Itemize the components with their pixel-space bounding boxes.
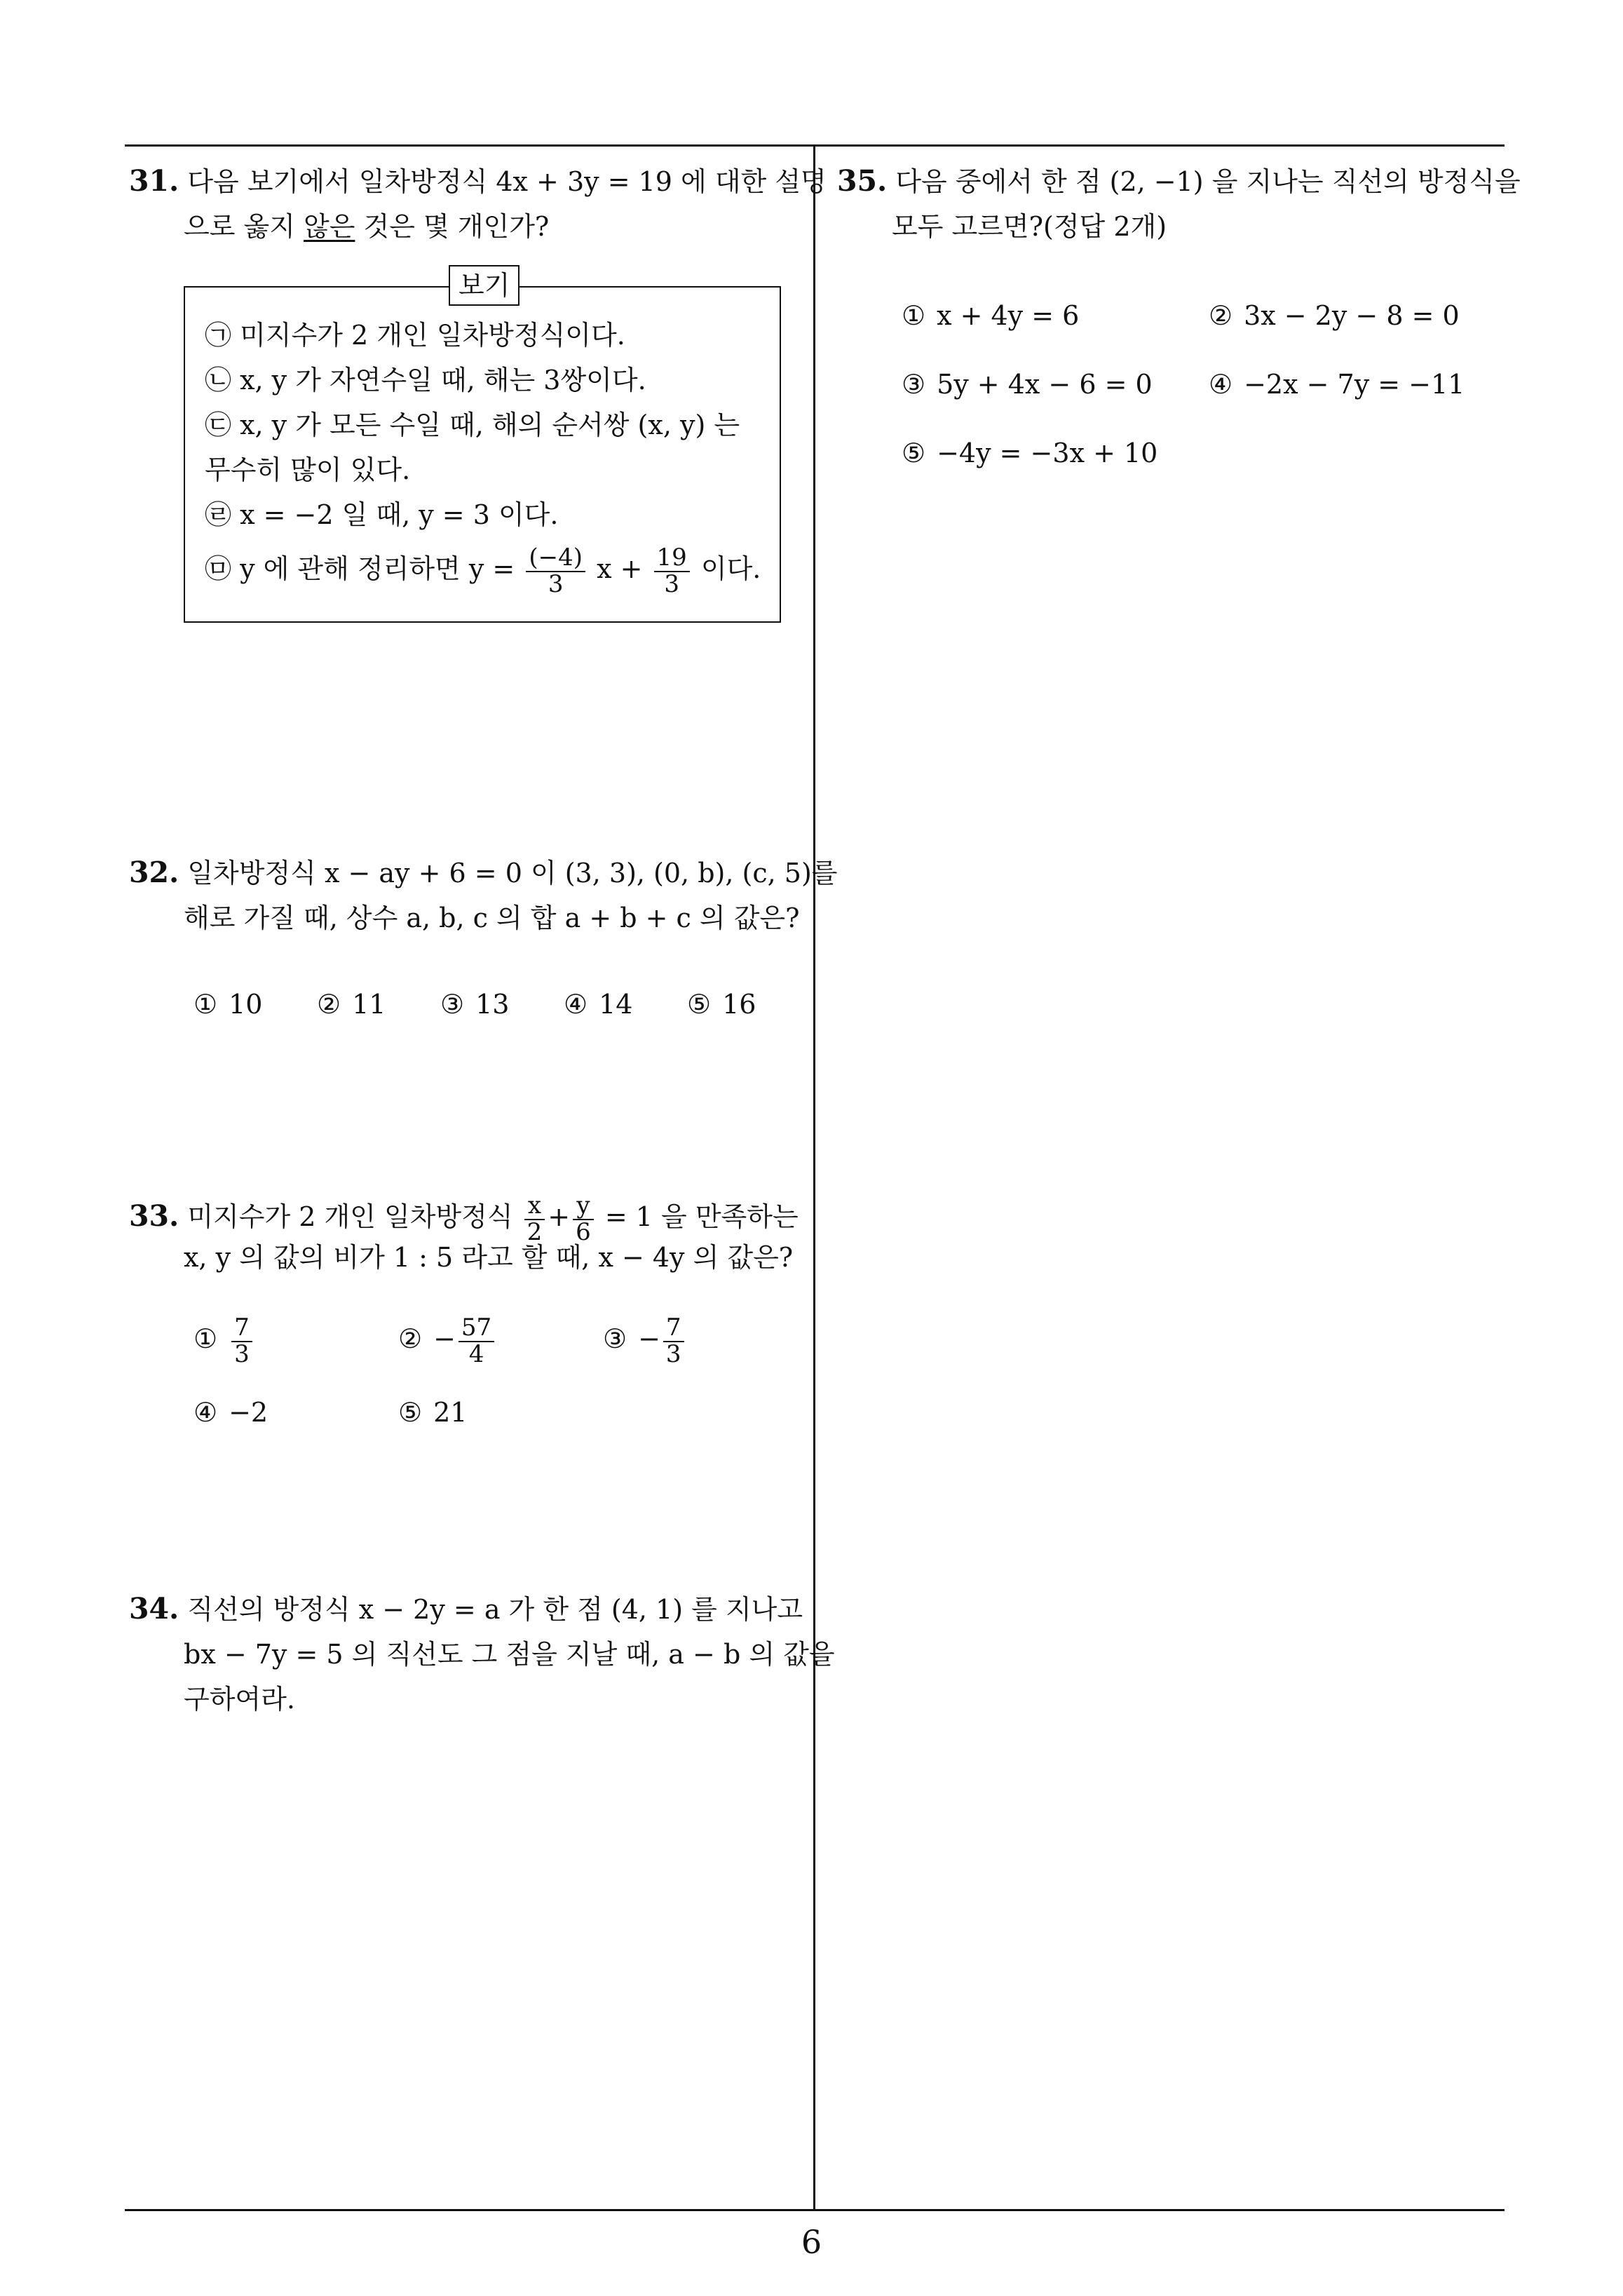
question-32 <box>129 850 838 940</box>
question-33 <box>129 1185 802 1280</box>
bogi-item-5-post: 이다. <box>700 553 761 584</box>
bogi-fraction-2-den: 3 <box>664 569 679 598</box>
bogi-title: 보기 <box>449 265 520 306</box>
page-number: 6 <box>801 2223 822 2261</box>
q33-line2: x, y 의 값의 비가 1 : 5 라고 할 때, x − 4y 의 값은? <box>184 1242 794 1273</box>
q33-choice-3-mark: ③ <box>603 1323 627 1355</box>
q33-choice-4-mark: ④ <box>193 1397 218 1428</box>
q35-choice-1-text: x + 4y = 6 <box>937 300 1080 331</box>
bogi-item-3-cont: 무수히 많이 있다. <box>205 454 411 485</box>
q35-text1: 다음 중에서 한 점 (2, −1) 을 지나는 직선의 방정식을 <box>895 166 1521 197</box>
q35-choice-5-mark: ⑤ <box>902 438 926 468</box>
q35-choice-2[interactable] <box>1209 300 1460 331</box>
q31-underlined-word: 않은 <box>304 211 355 242</box>
q33-choice-4-text: −2 <box>229 1397 269 1428</box>
column-divider <box>813 146 815 2210</box>
q35-choice-3-text: 5y + 4x − 6 = 0 <box>937 369 1153 400</box>
q33-choice-5[interactable] <box>398 1397 467 1428</box>
q34-line3: 구하여라. <box>184 1684 295 1715</box>
bogi-fraction-1 <box>526 543 585 598</box>
question-35 <box>837 158 1521 249</box>
q32-choice-5-mark: ⑤ <box>687 989 712 1020</box>
q33-choice-2-num: 57 <box>459 1316 494 1342</box>
q35-choice-1[interactable] <box>902 300 1079 331</box>
q31-number: 31. <box>129 164 179 198</box>
q33-choice-3[interactable] <box>603 1316 687 1367</box>
q33-choice-3-num: 7 <box>663 1316 684 1342</box>
bogi-item-5 <box>205 537 780 600</box>
q32-choice-3-text: 13 <box>475 989 510 1020</box>
q33-choice-1-mark: ① <box>193 1323 218 1355</box>
q32-text1: 일차방정식 x − ay + 6 = 0 이 (3, 3), (0, b), (c, 5)를 <box>187 858 838 889</box>
q35-choice-4[interactable] <box>1209 369 1465 400</box>
q33-fraction-2-den: 6 <box>576 1217 591 1246</box>
q33-choice-1[interactable] <box>193 1316 255 1367</box>
q32-choice-5[interactable] <box>687 989 756 1020</box>
q33-choice-3-fraction <box>663 1316 684 1367</box>
q34-number: 34. <box>129 1592 179 1626</box>
q33-fraction-2-num: y <box>573 1194 594 1220</box>
q35-number: 35. <box>837 164 888 198</box>
q33-choice-2-mark: ② <box>398 1323 423 1355</box>
q33-fraction-1-num: x <box>524 1194 545 1220</box>
q35-line2: 모두 고르면?(정답 2개) <box>892 211 1167 242</box>
q31-text2a: 으로 옳지 <box>184 211 304 242</box>
q32-choice-1-mark: ① <box>193 989 218 1020</box>
q34-text1: 직선의 방정식 x − 2y = a 가 한 점 (4, 1) 를 지나고 <box>187 1594 803 1625</box>
q35-choice-2-text: 3x − 2y − 8 = 0 <box>1244 300 1460 331</box>
q32-line1 <box>129 850 838 896</box>
q32-choice-3-mark: ③ <box>440 989 465 1020</box>
q32-line2: 해로 가질 때, 상수 a, b, c 의 합 a + b + c 의 값은? <box>184 903 800 933</box>
q35-choice-3[interactable] <box>902 369 1153 400</box>
q35-choice-4-mark: ④ <box>1209 369 1233 400</box>
question-31 <box>129 158 827 249</box>
q33-text1-post: = 1 을 만족하는 <box>604 1201 799 1232</box>
q31-text1: 다음 보기에서 일차방정식 4x + 3y = 19 에 대한 설명 <box>187 166 827 197</box>
q32-choice-4[interactable] <box>564 989 632 1020</box>
q35-choice-1-mark: ① <box>902 300 926 331</box>
q31-text2b: 것은 몇 개인가? <box>355 211 550 242</box>
q33-fraction-1-den: 2 <box>527 1217 543 1246</box>
q35-choice-5-text: −4y = −3x + 10 <box>937 438 1158 468</box>
q33-choice-3-sign: − <box>638 1323 660 1355</box>
q33-plus: + <box>548 1201 571 1232</box>
q33-choice-5-text: 21 <box>433 1397 468 1428</box>
q31-line1 <box>129 158 827 204</box>
q32-choice-2-text: 11 <box>352 989 386 1020</box>
bogi-fraction-2 <box>654 543 690 598</box>
q32-choice-3[interactable] <box>440 989 509 1020</box>
q32-choice-5-text: 16 <box>722 989 756 1020</box>
q32-choice-2-mark: ② <box>317 989 341 1020</box>
q34-line2: bx − 7y = 5 의 직선도 그 점을 지날 때, a − b 의 값을 <box>184 1639 835 1670</box>
q35-choice-2-mark: ② <box>1209 300 1233 331</box>
q33-choice-1-fraction <box>231 1316 252 1367</box>
q33-choice-1-den: 3 <box>234 1339 250 1368</box>
q32-number: 32. <box>129 856 179 889</box>
q31-line2 <box>129 204 802 249</box>
q33-choice-2[interactable] <box>398 1316 497 1367</box>
bogi-item-5-mid: x + <box>597 553 643 584</box>
bogi-item-3: ㉢ x, y 가 모든 수일 때, 해의 순서쌍 (x, y) 는 <box>205 410 740 440</box>
bogi-fraction-1-den: 3 <box>548 569 564 598</box>
q33-choice-1-num: 7 <box>231 1316 252 1342</box>
q32-choice-4-mark: ④ <box>564 989 588 1020</box>
question-34 <box>129 1586 835 1722</box>
q33-number: 33. <box>129 1199 179 1233</box>
q33-choice-2-sign: − <box>433 1323 456 1355</box>
q32-choice-1-text: 10 <box>229 989 263 1020</box>
bogi-item-4: ㉣ x = −2 일 때, y = 3 이다. <box>205 499 559 530</box>
q35-choice-3-mark: ③ <box>902 369 926 400</box>
q32-choice-4-text: 14 <box>599 989 633 1020</box>
q33-choice-4[interactable] <box>193 1397 268 1428</box>
bottom-rule <box>125 2209 1505 2211</box>
q35-choice-5[interactable] <box>902 438 1157 468</box>
q32-choice-2[interactable] <box>317 989 386 1020</box>
bogi-item-2: ㉡ x, y 가 자연수일 때, 해는 3쌍이다. <box>205 365 646 396</box>
q33-text1-pre: 미지수가 2 개인 일차방정식 <box>187 1201 513 1232</box>
q34-line1 <box>129 1586 802 1632</box>
bogi-fraction-2-num: 19 <box>654 546 690 572</box>
q33-choice-3-den: 3 <box>665 1339 681 1368</box>
q35-choice-4-text: −2x − 7y = −11 <box>1244 369 1465 400</box>
q33-choice-2-den: 4 <box>468 1339 484 1368</box>
bogi-fraction-1-num: (−4) <box>526 546 585 572</box>
q32-choice-1[interactable] <box>193 989 262 1020</box>
bogi-item-5-pre: ㉤ y 에 관해 정리하면 y = <box>205 553 515 584</box>
bogi-item-1: ㉠ 미지수가 2 개인 일차방정식이다. <box>205 320 625 351</box>
q33-choice-2-fraction <box>459 1316 494 1367</box>
q33-choice-5-mark: ⑤ <box>398 1397 423 1428</box>
bogi-box <box>184 286 781 623</box>
q35-line1 <box>837 158 1521 204</box>
